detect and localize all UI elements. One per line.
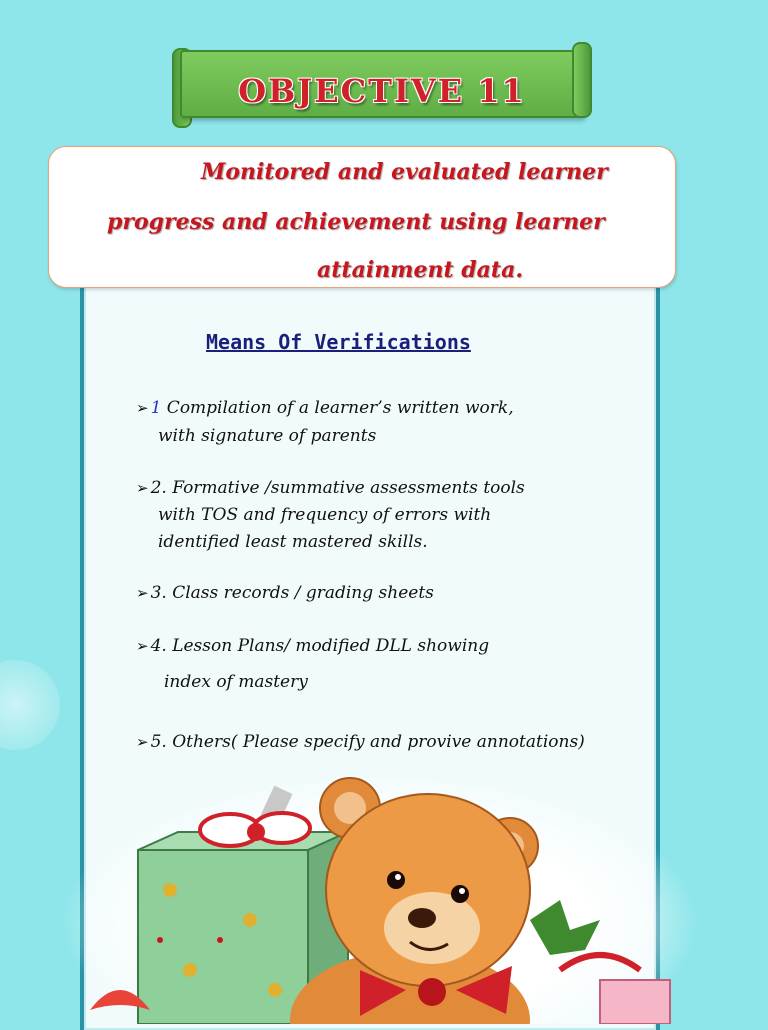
- arrow-bullet-icon: ➢: [136, 733, 149, 751]
- banner-scroll-right-curl: [572, 42, 592, 118]
- mov-item-2-text: 2. Formative /summative assessments tools: [150, 478, 525, 498]
- mov-item-4-text: 4. Lesson Plans/ modified DLL showing: [150, 636, 490, 656]
- mov-item-2-line-1: [136, 478, 525, 498]
- objective-banner: [172, 42, 592, 126]
- mov-item-2-line-3: identified least mastered skills.: [158, 532, 428, 552]
- mov-item-4-line-2: index of mastery: [164, 672, 308, 692]
- arrow-bullet-icon: ➢: [136, 584, 149, 602]
- banner-ribbon: [180, 50, 584, 118]
- mov-item-4-line-1: [136, 636, 489, 656]
- teddy-bear-gifts-icon: [60, 770, 700, 1024]
- mov-item-3-line-1: [136, 583, 434, 603]
- mov-item-5-line-1: [136, 732, 585, 752]
- arrow-bullet-icon: ➢: [136, 479, 149, 497]
- arrow-bullet-icon: ➢: [136, 637, 149, 655]
- mov-item-5-text: 5. Others( Please specify and provive annotations): [150, 732, 585, 752]
- mov-item-1-number: 1: [150, 398, 162, 418]
- banner-title: OBJECTIVE 11: [238, 72, 526, 110]
- objective-line-2: progress and achievement using learner: [107, 209, 605, 235]
- mov-item-1-text: Compilation of a learner’s written work,: [161, 398, 514, 418]
- objective-line-3: attainment data.: [317, 257, 523, 283]
- mov-item-1-line-1: [136, 398, 514, 418]
- teddy-bear-icon: [290, 778, 538, 1024]
- objective-line-1: Monitored and evaluated learner: [201, 159, 608, 185]
- objective-box: [48, 146, 676, 288]
- teddy-bear-illustration: [60, 770, 700, 1024]
- mov-item-2-line-2: with TOS and frequency of errors with: [158, 505, 492, 525]
- background-glow: [0, 660, 60, 750]
- arrow-bullet-icon: ➢: [136, 399, 149, 417]
- mov-item-3-text: 3. Class records / grading sheets: [150, 583, 434, 603]
- means-of-verification-heading: Means Of Verifications: [206, 330, 471, 354]
- mov-item-1-line-2: with signature of parents: [158, 426, 377, 446]
